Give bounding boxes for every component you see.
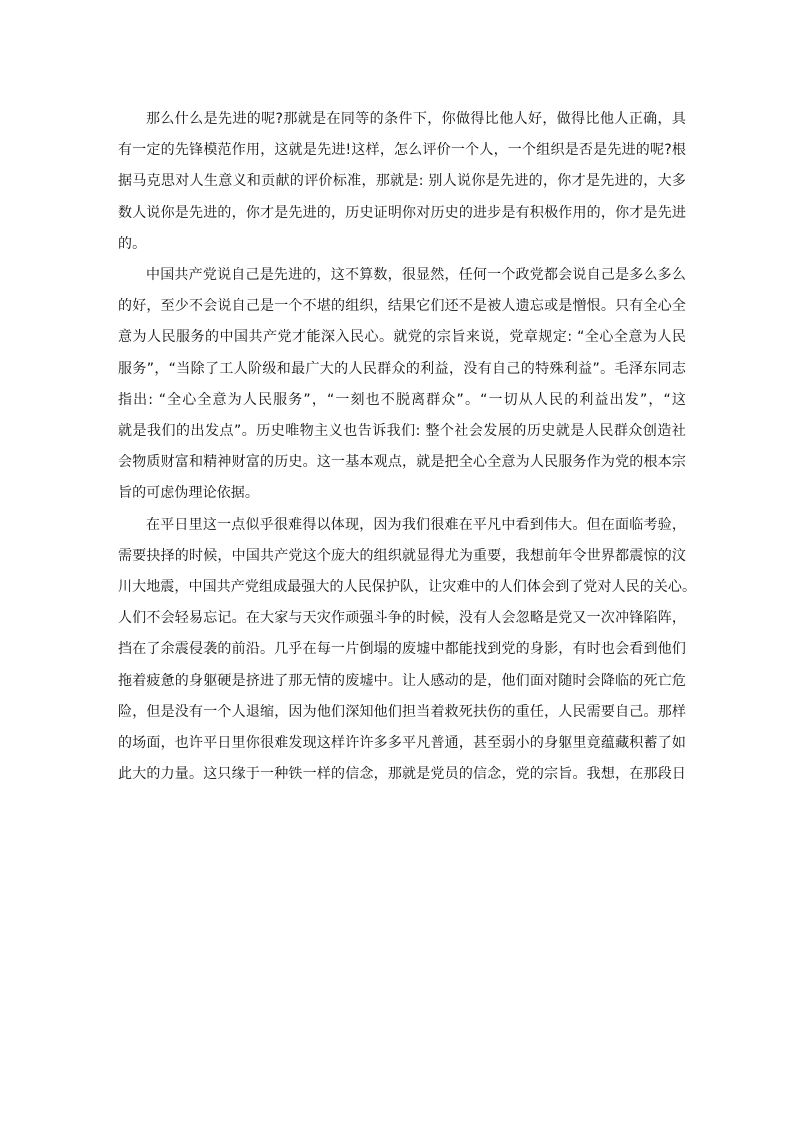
text-line: 在平日里这一点似乎很难得以体现，因为我们很难在平凡中看到伟大。但在面临考验， — [146, 516, 686, 533]
text-line: 拖着疲惫的身躯硬是挤进了那无情的废墟中。让人感动的是，他们面对随时会降临的死亡危 — [118, 672, 686, 689]
text-line: 中国共产党说自己是先进的，这不算数，很显然，任何一个政党都会说自己是多么多么 — [146, 267, 686, 284]
paragraph-2 — [118, 260, 686, 510]
text-line: 指出: “全心全意为人民服务”，“一刻也不脱离群众”。“一切从人民的利益出发”，“这 — [118, 391, 686, 408]
text-line: 意为人民服务的中国共产党才能深入民心。就党的宗旨来说，党章规定: “全心全意为人民 — [118, 329, 686, 346]
text-line: 会物质财富和精神财富的历史。这一基本观点，就是把全心全意为人民服务作为党的根本宗 — [118, 454, 686, 471]
text-line: 有一定的先锋模范作用，这就是先进!这样，怎么评价一个人，一个组织是否是先进的呢?根 — [118, 142, 686, 159]
text-line: 数人说你是先进的，你才是先进的，历史证明你对历史的进步是有积极作用的，你才是先进 — [118, 204, 686, 221]
text-line: 据马克思对人生意义和贡献的评价标准，那就是: 别人说你是先进的，你才是先进的，大多 — [118, 173, 686, 190]
text-line: 人们不会轻易忘记。在大家与天灾作顽强斗争的时候，没有人会忽略是党又一次冲锋陷阵， — [118, 610, 686, 627]
text-line: 需要抉择的时候，中国共产党这个庞大的组织就显得尤为重要，我想前年令世界都震惊的汶 — [118, 547, 686, 564]
text-line: 就是我们的出发点”。历史唯物主义也告诉我们: 整个社会发展的历史就是人民群众创造社 — [118, 423, 686, 440]
text-line: 服务”，“当除了工人阶级和最广大的人民群众的利益，没有自己的特殊利益”。毛泽东同志 — [118, 360, 686, 377]
text-line: 的。 — [118, 235, 147, 252]
text-line: 那么什么是先进的呢?那就是在同等的条件下，你做得比他人好，做得比他人正确，具 — [146, 111, 686, 127]
document-page — [118, 104, 697, 790]
text-line: 的场面，也许平日里你很难发现这样许许多多平凡普通，甚至弱小的身躯里竟蕴藏积蓄了如 — [118, 735, 686, 752]
text-line: 此大的力量。这只缘于一种铁一样的信念，那就是党员的信念，党的宗旨。我想，在那段日 — [118, 766, 686, 783]
text-line: 挡在了余震侵袭的前沿。几乎在每一片倒塌的废墟中都能找到党的身影，有时也会看到他们 — [118, 641, 686, 658]
paragraph-3 — [118, 510, 697, 791]
text-line: 险，但是没有一个人退缩，因为他们深知他们担当着救死扶伤的重任，人民需要自己。那样 — [118, 703, 686, 720]
text-line: 旨的可虑伪理论依据。 — [118, 485, 259, 502]
paragraph-1 — [118, 104, 686, 260]
text-line: 川大地震，中国共产党组成最强大的人民保护队，让灾难中的人们体会到了党对人民的关心。 — [118, 579, 697, 596]
text-line: 的好，至少不会说自己是一个不堪的组织，结果它们还不是被人遗忘或是憎恨。只有全心全 — [118, 298, 686, 315]
